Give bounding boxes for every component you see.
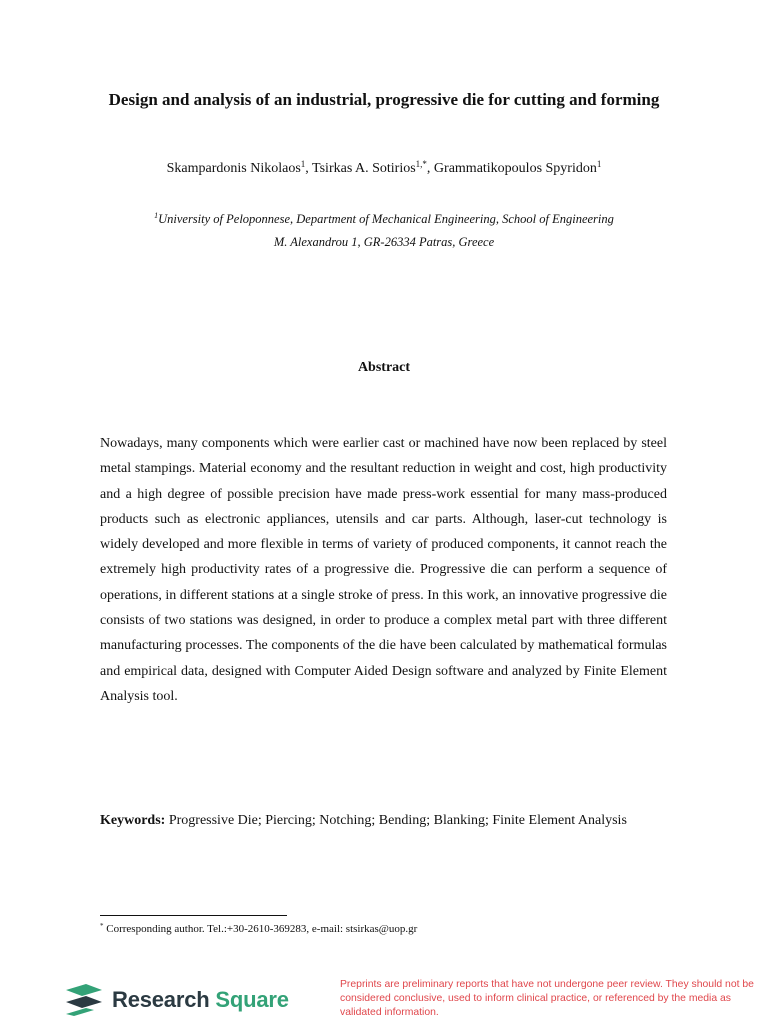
footnote-mark: * bbox=[100, 922, 104, 930]
brand-word-research: Research bbox=[112, 987, 210, 1012]
author-affiliation-mark: 1 bbox=[300, 159, 306, 169]
footnote-text: Corresponding author. Tel.:+30-2610-369283, e-mail: stsirkas@uop.gr bbox=[106, 923, 418, 935]
abstract-heading: Abstract bbox=[357, 360, 411, 375]
author-affiliation-mark: 1 bbox=[596, 159, 602, 169]
keywords-label: Keywords: bbox=[100, 813, 166, 828]
brand-word-square: Square bbox=[215, 987, 289, 1012]
research-square-logo-icon bbox=[64, 982, 104, 1018]
author-name: Tsirkas A. Sotirios bbox=[312, 161, 416, 176]
keywords bbox=[100, 808, 667, 834]
author-separator: , bbox=[305, 161, 313, 176]
footnote bbox=[100, 921, 667, 937]
affiliation-line-2: M. Alexandrou 1, GR-26334 Patras, Greece bbox=[273, 235, 495, 249]
author-list bbox=[60, 158, 708, 180]
keywords-list: Progressive Die; Piercing; Notching; Bending; Blanking; Finite Element Analysis bbox=[168, 813, 627, 828]
footnote-divider bbox=[100, 915, 287, 916]
author-affiliation-mark: 1,* bbox=[415, 159, 427, 169]
brand-name bbox=[112, 987, 289, 1013]
preprint-disclaimer: Preprints are preliminary reports that have not undergone peer review. They should not be considered conclusive, used to inform clinical practice, or referenced by the media as validated information. bbox=[340, 979, 754, 1018]
abstract-text: Nowadays, many components which were earlier cast or machined have now been replaced by steel metal stampings. Material economy and the resultant reduction in weight and cost, high productivity and a high degree of possible precision have made press-work essential for many mass-produced products such as electronic appliances, utensils and car parts. Although, laser-cut technology is widely developed and more flexible in terms of variety of produced components, it cannot reach the extremely high productivity rates of a progressive die. Progressive die can perform a sequence of operations, in different stations at a single stroke of press. In this work, an innovative progressive die consists of two stations was designed, in order to produce a complex metal part with three different manufacturing processes. The components of the die have been calculated by mathematical formulas and empirical data, designed with Computer Aided Design software and analyzed by Finite Element Analysis tool. bbox=[100, 436, 667, 704]
affiliation bbox=[60, 208, 708, 254]
research-square-brand[interactable] bbox=[64, 982, 289, 1018]
paper-title: Design and analysis of an industrial, progressive die for cutting and forming bbox=[108, 90, 660, 109]
author-name: Grammatikopoulos Spyridon bbox=[433, 161, 597, 176]
author-name: Skampardonis Nikolaos bbox=[166, 161, 301, 176]
author-separator: , bbox=[426, 161, 434, 176]
affiliation-mark: 1 bbox=[154, 211, 159, 220]
affiliation-line-1: $^1$University of Peloponnese, Department of Mechanical Engineering, School of Engineering bbox=[154, 211, 614, 226]
